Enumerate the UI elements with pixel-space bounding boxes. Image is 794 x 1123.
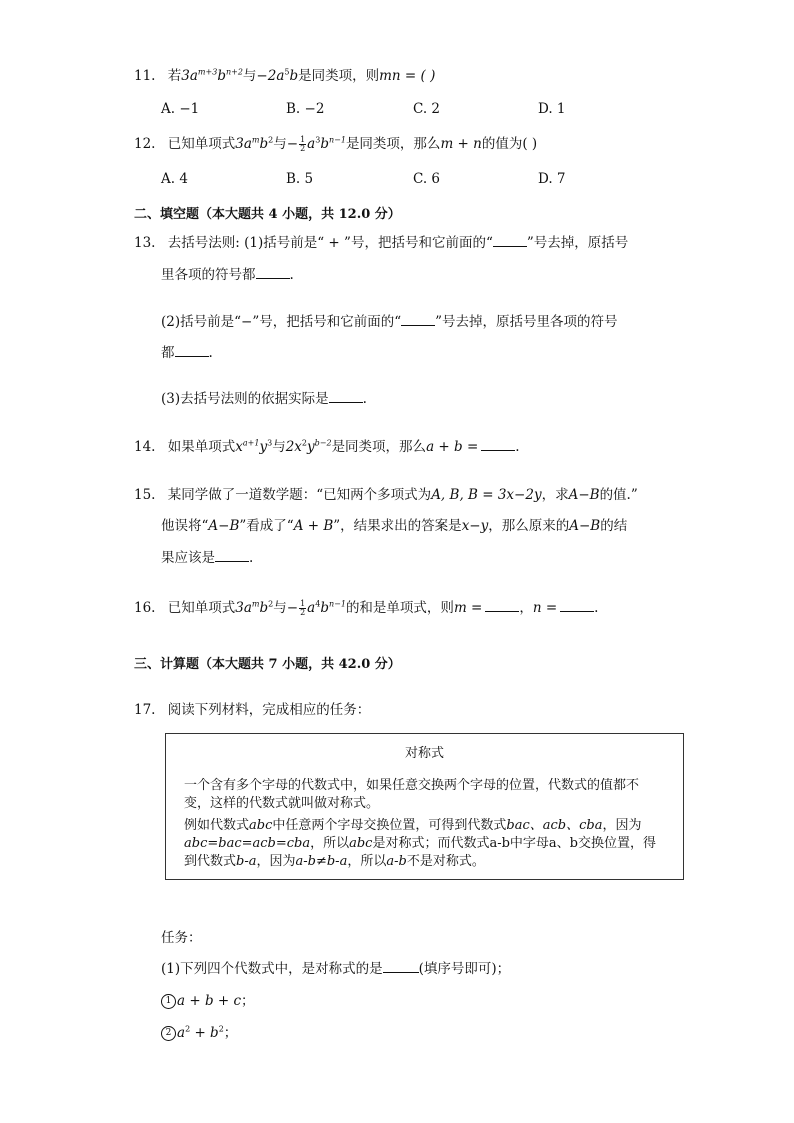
q14-prefix: 如果单项式 bbox=[167, 439, 236, 455]
material-math: a-b bbox=[386, 854, 407, 869]
q11-option-d: D. 1 bbox=[538, 101, 566, 117]
q15-text: 果应该是 bbox=[161, 550, 215, 566]
q15-text: 某同学做了一道数学题：“已知两个多项式为 bbox=[167, 487, 432, 503]
q13-line2 bbox=[161, 266, 294, 284]
q15-math: A−B bbox=[569, 518, 601, 534]
q12-option-a: A. 4 bbox=[161, 171, 188, 187]
q12-sup2: 2 bbox=[268, 135, 274, 145]
task-item-1 bbox=[161, 992, 255, 1010]
question-number: 16. bbox=[134, 600, 156, 616]
q13-text: . bbox=[208, 345, 213, 361]
q13-text: 都 bbox=[161, 345, 175, 361]
answer-blank[interactable] bbox=[485, 599, 519, 612]
q12-option-c: C. 6 bbox=[413, 171, 441, 187]
q16-e1: 3a bbox=[235, 600, 252, 616]
q14-xsup: a+1 bbox=[242, 438, 260, 448]
q12-expr2: a bbox=[307, 136, 316, 152]
q11-sup1: m+3 bbox=[197, 67, 218, 77]
task-sup: 2 bbox=[185, 1024, 191, 1034]
q16-m: m = bbox=[453, 600, 483, 616]
q15-text: ”看成了“ bbox=[239, 518, 294, 534]
q17-line bbox=[134, 701, 370, 719]
material-text: ，因为 bbox=[602, 818, 642, 833]
q13-text: . bbox=[362, 391, 367, 407]
question-number: 14. bbox=[134, 439, 156, 455]
q12-suffix: 是同类项，那么 bbox=[345, 136, 441, 152]
material-line bbox=[184, 850, 485, 869]
q15-math: A−B bbox=[208, 518, 240, 534]
q14-e2y: y bbox=[307, 439, 315, 455]
material-math: abc bbox=[249, 818, 273, 833]
q15-math: A + B bbox=[293, 518, 334, 534]
q16-e1b: b bbox=[259, 600, 269, 616]
q11-expr1: 3a bbox=[181, 68, 198, 84]
q11-option-c: C. 2 bbox=[413, 101, 441, 117]
q12-end: 的值为( ) bbox=[481, 136, 538, 152]
material-text: ，因为 bbox=[256, 854, 296, 869]
q13-line4 bbox=[161, 344, 213, 362]
circled-number: 2 bbox=[161, 1026, 176, 1041]
task-math: + b bbox=[190, 1025, 219, 1041]
q15-text: . bbox=[249, 550, 254, 566]
q14-e2sup: 2 bbox=[301, 438, 307, 448]
q12-tail: m + n bbox=[440, 136, 482, 152]
q16-e2sup: 4 bbox=[315, 599, 321, 609]
q12-sup3: 3 bbox=[315, 135, 321, 145]
q11-line bbox=[134, 67, 435, 85]
material-math: bac、acb、cba bbox=[506, 818, 603, 833]
circled-number: 1 bbox=[161, 994, 176, 1009]
task-text: ； bbox=[241, 993, 255, 1009]
material-text: 到代数式 bbox=[184, 854, 237, 869]
q15-text: 的结 bbox=[600, 518, 628, 534]
q12-b2: b bbox=[320, 136, 329, 152]
q13-text: 里各项的符号都 bbox=[161, 267, 256, 283]
q16-prefix: 已知单项式 bbox=[167, 600, 236, 616]
q16-suffix: 的和是单项式，则 bbox=[345, 600, 454, 616]
q12-frac-top: 1 bbox=[300, 135, 306, 144]
q14-y: y bbox=[259, 439, 268, 455]
q16-e1bsup: 2 bbox=[268, 599, 274, 609]
q15-math: A, B, B = 3x−2y bbox=[431, 487, 542, 503]
q15-math: x−y bbox=[461, 518, 489, 534]
q12-option-b: B. 5 bbox=[286, 171, 314, 187]
material-line bbox=[184, 814, 641, 833]
q16-e1sup: m bbox=[251, 599, 260, 609]
q14-e2ysup: b−2 bbox=[314, 438, 332, 448]
q11-suffix: 是同类项，则 bbox=[298, 68, 380, 84]
q13-text: (3)去括号法则的依据实际是 bbox=[161, 391, 329, 407]
q11-mid: 与 bbox=[242, 68, 257, 84]
q13-text: ”号去掉，原括号里各项的符号 bbox=[435, 314, 618, 330]
q11-b2: b bbox=[289, 68, 299, 84]
q12-fraction bbox=[299, 136, 306, 153]
material-title: 对称式 bbox=[404, 746, 444, 761]
q16-mid: 与 bbox=[273, 600, 287, 616]
q12-expr1: 3a bbox=[235, 136, 252, 152]
q16-e2: a bbox=[307, 600, 316, 616]
q15-text: ”，结果求出的答案是 bbox=[333, 518, 462, 534]
material-box bbox=[165, 733, 684, 880]
question-number: 15. bbox=[134, 487, 156, 503]
material-text: 中任意两个字母交换位置，可得到代数式 bbox=[272, 818, 507, 833]
q12-neg: − bbox=[286, 136, 299, 152]
q16-fraction bbox=[299, 600, 306, 617]
task-math: a + b + c bbox=[177, 993, 242, 1009]
q16-e2bsup: n−1 bbox=[328, 599, 346, 609]
material-line bbox=[184, 832, 656, 851]
q13-text: (2)括号前是“−”号，把括号和它前面的“ bbox=[161, 314, 402, 330]
q12-sup1: m bbox=[251, 135, 260, 145]
q16-frac-bottom: 2 bbox=[300, 608, 306, 617]
q12-mid: 与 bbox=[273, 136, 287, 152]
answer-blank[interactable] bbox=[560, 599, 594, 612]
q11-b: b bbox=[217, 68, 226, 84]
material-text: ，所以 bbox=[347, 854, 387, 869]
q13-text: . bbox=[289, 267, 294, 283]
q11-option-b: B. −2 bbox=[286, 101, 325, 117]
answer-blank[interactable] bbox=[256, 266, 290, 279]
q12-line bbox=[134, 135, 537, 153]
q13-line5 bbox=[161, 390, 367, 408]
task-text: (1)下列四个代数式中，是对称式的是 bbox=[161, 961, 383, 977]
question-number: 17. bbox=[134, 702, 156, 718]
q11-sup3: 5 bbox=[284, 67, 290, 77]
question-number: 13. bbox=[134, 235, 156, 251]
q12-b: b bbox=[259, 136, 269, 152]
answer-blank[interactable] bbox=[383, 960, 419, 973]
q13-text: ”号去掉，原括号 bbox=[526, 235, 629, 251]
material-text: 是对称式；而代数式a-b中字母a、b交换位置，得 bbox=[372, 836, 657, 851]
task-sup: 2 bbox=[218, 1024, 224, 1034]
q11-expr2: −2a bbox=[256, 68, 285, 84]
answer-blank[interactable] bbox=[493, 234, 527, 247]
q11-option-a: A. −1 bbox=[161, 101, 200, 117]
q15-line3 bbox=[161, 549, 253, 567]
task-item-2 bbox=[161, 1024, 237, 1042]
q11-sup2: n+2 bbox=[225, 67, 243, 77]
q17-text: 阅读下列材料，完成相应的任务： bbox=[167, 702, 371, 718]
q15-math: A−B bbox=[568, 487, 600, 503]
q16-neg: − bbox=[286, 600, 299, 616]
task-text: ； bbox=[223, 1025, 238, 1041]
q12-frac-bottom: 2 bbox=[300, 144, 306, 153]
q15-text: ，那么原来的 bbox=[488, 518, 570, 534]
q14-e2: 2x bbox=[285, 439, 302, 455]
q13-line1 bbox=[134, 234, 628, 252]
q14-ysup: 3 bbox=[267, 438, 273, 448]
section-heading-calculation: 三、计算题（本大题共 7 小题，共 42.0 分） bbox=[134, 657, 401, 672]
q11-prefix: 若 bbox=[167, 68, 182, 84]
question-number: 12. bbox=[134, 136, 156, 152]
answer-blank[interactable] bbox=[175, 344, 209, 357]
answer-blank[interactable] bbox=[329, 390, 363, 403]
material-text: 例如代数式 bbox=[184, 818, 250, 833]
material-line: 一个含有多个字母的代数式中，如果任意交换两个字母的位置，代数式的值都不 bbox=[184, 778, 640, 793]
material-line: 变，这样的代数式就叫做对称式。 bbox=[184, 796, 380, 811]
q15-line1 bbox=[134, 486, 638, 504]
q16-line bbox=[134, 599, 598, 617]
q16-comma: ， bbox=[519, 600, 533, 616]
answer-blank[interactable] bbox=[215, 549, 249, 562]
q12-prefix: 已知单项式 bbox=[167, 136, 236, 152]
q11-tail: mn = ( ) bbox=[379, 68, 436, 84]
q14-end: . bbox=[515, 439, 520, 455]
section-heading-fill-in: 二、填空题（本大题共 4 小题，共 12.0 分） bbox=[134, 207, 401, 222]
q14-x: x bbox=[235, 439, 243, 455]
material-text: 不是对称式。 bbox=[406, 854, 485, 869]
material-math: b-a bbox=[236, 854, 257, 869]
q12-sup4: n−1 bbox=[328, 135, 346, 145]
answer-blank[interactable] bbox=[401, 313, 435, 326]
q15-text: 他误将“ bbox=[161, 518, 209, 534]
q15-line2 bbox=[161, 517, 627, 535]
q14-mid: 与 bbox=[272, 439, 286, 455]
q16-end: . bbox=[594, 600, 599, 616]
q15-text: 的值.” bbox=[599, 487, 638, 503]
task-q1 bbox=[161, 960, 510, 978]
material-math: a-b≠b-a bbox=[295, 854, 348, 869]
task-text: (填序号即可)； bbox=[418, 961, 511, 977]
q12-option-d: D. 7 bbox=[538, 171, 566, 187]
q16-frac-top: 1 bbox=[300, 599, 306, 608]
q14-line bbox=[134, 438, 520, 456]
material-math: abc bbox=[349, 836, 373, 851]
q16-e2b: b bbox=[320, 600, 329, 616]
q13-text: 去括号法则: (1)括号前是“ + ”号，把括号和它前面的“ bbox=[167, 235, 493, 251]
q14-suffix: 是同类项，那么 bbox=[331, 439, 427, 455]
material-text: ，所以 bbox=[310, 836, 350, 851]
q14-tail: a + b = bbox=[426, 439, 479, 455]
q16-n: n = bbox=[532, 600, 558, 616]
task-title: 任务： bbox=[161, 930, 202, 946]
answer-blank[interactable] bbox=[481, 438, 515, 451]
material-math: abc=bac=acb=cba bbox=[184, 836, 311, 851]
q13-line3 bbox=[161, 313, 618, 331]
task-math: a bbox=[177, 1025, 186, 1041]
question-number: 11. bbox=[134, 68, 156, 84]
q15-text: ，求 bbox=[541, 487, 569, 503]
